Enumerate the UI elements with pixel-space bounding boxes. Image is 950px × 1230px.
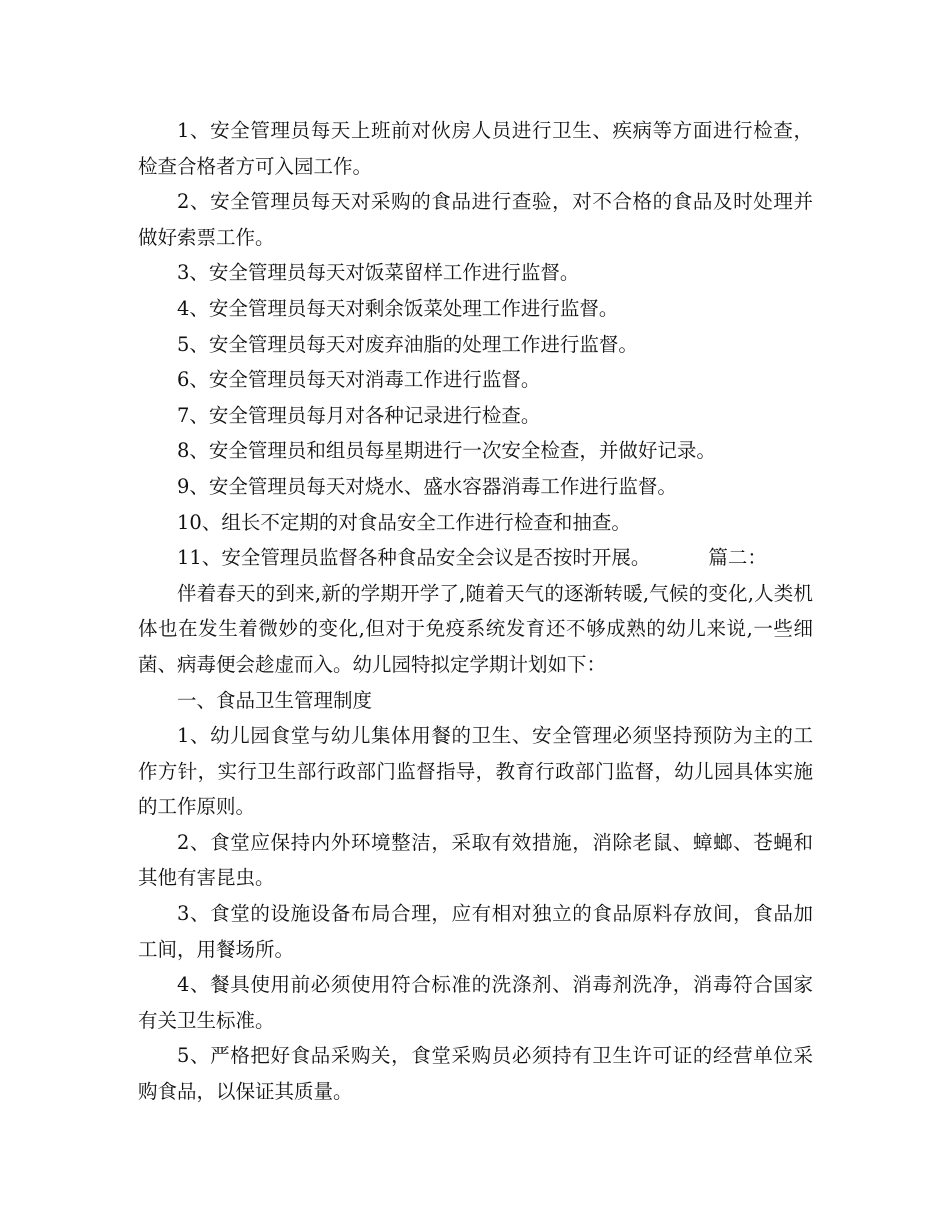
rule-paragraph-3: 3、食堂的设施设备布局合理，应有相对独立的食品原料存放间，食品加工间，用餐场所。 bbox=[138, 902, 813, 961]
paragraph-2: 2、安全管理员每天对采购的食品进行查验，对不合格的食品及时处理并做好索票工作。 bbox=[138, 190, 813, 249]
rule-paragraph-2: 2、食堂应保持内外环境整洁，采取有效措施，消除老鼠、蟑螂、苍蝇和其他有害昆虫。 bbox=[138, 830, 813, 890]
paragraph-5: 5、安全管理员每天对废弃油脂的处理工作进行监督。 bbox=[177, 332, 638, 356]
section-heading: 一、食品卫生管理制度 bbox=[177, 688, 373, 712]
paragraph-8: 8、安全管理员和组员每星期进行一次安全检查，并做好记录。 bbox=[177, 439, 716, 463]
paragraph-4: 4、安全管理员每天对剩余饭菜处理工作进行监督。 bbox=[177, 296, 619, 320]
document-page bbox=[138, 113, 813, 1110]
section-marker: 篇二： bbox=[708, 546, 767, 570]
paragraph-11: 11、安全管理员监督各种食品安全会议是否按时开展。 bbox=[177, 546, 651, 570]
rule-paragraph-4: 4、餐具使用前必须使用符合标准的洗涤剂、消毒剂洗净，消毒符合国家有关卫生标准。 bbox=[138, 973, 813, 1032]
paragraph-11-line bbox=[138, 540, 813, 576]
paragraph-9: 9、安全管理员每天对烧水、盛水容器消毒工作进行监督。 bbox=[177, 474, 677, 498]
paragraph-6: 6、安全管理员每天对消毒工作进行监督。 bbox=[177, 368, 541, 392]
paragraph-3: 3、安全管理员每天对饭菜留样工作进行监督。 bbox=[177, 261, 580, 285]
paragraph-7: 7、安全管理员每月对各种记录进行检查。 bbox=[177, 403, 541, 427]
rule-paragraph-1: 1、幼儿园食堂与幼儿集体用餐的卫生、安全管理必须坚持预防为主的工作方针，实行卫生部行政部门监督指导，教育行政部门监督，幼儿园具体实施的工作原则。 bbox=[138, 724, 813, 819]
rule-paragraph-5: 5、严格把好食品采购关，食堂采购员必须持有卫生许可证的经营单位采购食品，以保证其质量。 bbox=[138, 1044, 813, 1104]
paragraph-1: 1、安全管理员每天上班前对伙房人员进行卫生、疾病等方面进行检查，检查合格者方可入园工作。 bbox=[138, 119, 813, 178]
paragraph-10: 10、组长不定期的对食品安全工作进行检查和抽查。 bbox=[177, 510, 631, 534]
intro-paragraph: 伴着春天的到来,新的学期开学了,随着天气的逐渐转暖,气候的变化,人类机体也在发生着微妙的变化,但对于免疫系统发育还不够成熟的幼儿来说,一些细菌、病毒便会趁虚而入。幼儿园特拟定学期计划如下： bbox=[138, 581, 813, 676]
